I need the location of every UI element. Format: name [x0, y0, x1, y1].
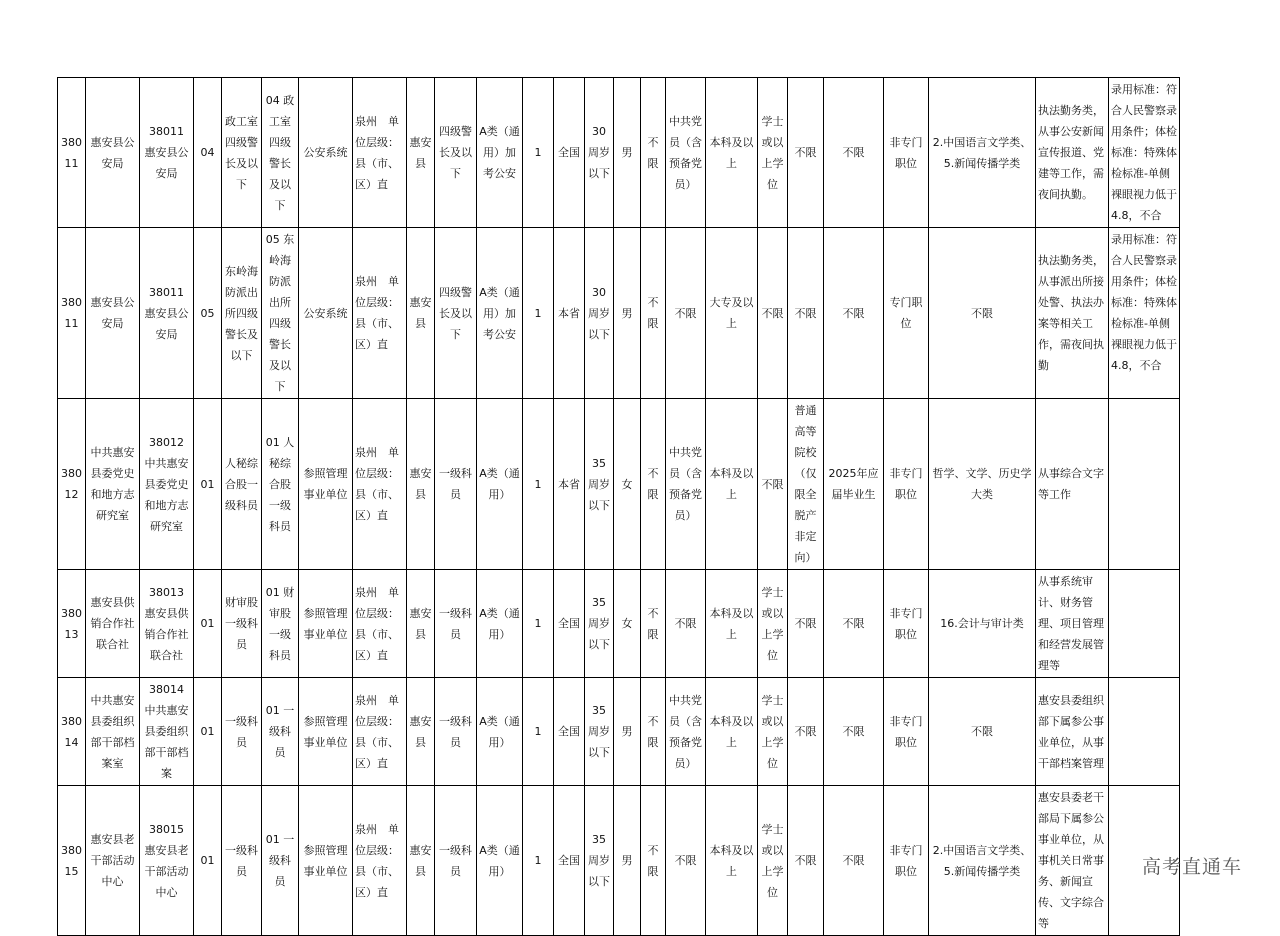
cell-major: 不限 [929, 228, 1036, 399]
cell-hiring-scope: 全国 [554, 78, 585, 228]
cell-degree: 学士或以上学位 [758, 78, 788, 228]
cell-exam-category: A类（通用） [477, 786, 523, 936]
cell-candidate-type: 不限 [824, 228, 884, 399]
cell-candidate-type: 不限 [824, 570, 884, 678]
cell-candidate-type: 不限 [824, 786, 884, 936]
cell-organization-type: 参照管理事业单位 [299, 678, 353, 786]
cell-employer-name: 惠安县公安局 [86, 78, 140, 228]
cell-position-number: 01 [194, 570, 222, 678]
cell-age-limit: 35周岁以下 [585, 399, 614, 570]
cell-position-number-name: 01 一级科员 [262, 678, 299, 786]
cell-education: 本科及以上 [706, 570, 758, 678]
cell-unit-level: 泉州 单位层级：县（市、区）直 [353, 678, 407, 786]
cell-position-number-name: 04 政工室四级警长及以下 [262, 78, 299, 228]
cell-unit-level: 泉州 单位层级：县（市、区）直 [353, 228, 407, 399]
cell-job-description: 惠安县委老干部局下属参公事业单位，从事机关日常事务、新闻宣传、文字综合等 [1036, 786, 1109, 936]
cell-hiring-scope: 全国 [554, 678, 585, 786]
cell-employer-code-name: 38011 惠安县公安局 [140, 78, 194, 228]
cell-degree: 学士或以上学位 [758, 570, 788, 678]
cell-rank: 一级科员 [435, 786, 477, 936]
cell-position-code: 38012 [58, 399, 86, 570]
cell-employer-code-name: 38013 惠安县供销合作社联合社 [140, 570, 194, 678]
cell-school-type: 不限 [788, 78, 824, 228]
cell-remarks [1109, 678, 1180, 786]
cell-service-years: 不限 [641, 78, 666, 228]
cell-major: 不限 [929, 678, 1036, 786]
cell-position-number-name: 01 人秘综合股一级科员 [262, 399, 299, 570]
cell-education: 大专及以上 [706, 228, 758, 399]
cell-position-number: 01 [194, 399, 222, 570]
cell-age-limit: 35周岁以下 [585, 570, 614, 678]
cell-headcount: 1 [523, 228, 554, 399]
cell-position-kind: 非专门职位 [884, 399, 929, 570]
cell-degree: 学士或以上学位 [758, 786, 788, 936]
cell-political-status: 不限 [666, 228, 706, 399]
cell-major: 2.中国语言文学类、5.新闻传播学类 [929, 786, 1036, 936]
cell-organization-type: 公安系统 [299, 78, 353, 228]
cell-candidate-type: 不限 [824, 678, 884, 786]
cell-position-code: 38014 [58, 678, 86, 786]
cell-hiring-scope: 本省 [554, 228, 585, 399]
cell-position-name: 一级科员 [222, 786, 262, 936]
cell-exam-category: A类（通用） [477, 399, 523, 570]
cell-school-type: 不限 [788, 570, 824, 678]
cell-age-limit: 35周岁以下 [585, 678, 614, 786]
cell-location: 惠安县 [407, 786, 435, 936]
cell-position-number-name: 05 东岭海防派出所四级警长及以下 [262, 228, 299, 399]
cell-employer-code-name: 38011 惠安县公安局 [140, 228, 194, 399]
position-table [57, 77, 1180, 936]
cell-position-number-name: 01 一级科员 [262, 786, 299, 936]
cell-employer-name: 惠安县公安局 [86, 228, 140, 399]
table-row [58, 786, 1180, 936]
cell-position-name: 财审股一级科员 [222, 570, 262, 678]
cell-age-limit: 30周岁以下 [585, 228, 614, 399]
cell-exam-category: A类（通用） [477, 678, 523, 786]
cell-organization-type: 参照管理事业单位 [299, 570, 353, 678]
cell-employer-name: 惠安县老干部活动中心 [86, 786, 140, 936]
cell-school-type: 不限 [788, 786, 824, 936]
cell-position-kind: 专门职位 [884, 228, 929, 399]
cell-service-years: 不限 [641, 678, 666, 786]
cell-job-description: 执法勤务类，从事派出所接处警、执法办案等相关工作，需夜间执勤 [1036, 228, 1109, 399]
table-row [58, 78, 1180, 228]
cell-employer-code-name: 38012 中共惠安县委党史和地方志研究室 [140, 399, 194, 570]
cell-gender: 男 [614, 678, 641, 786]
cell-headcount: 1 [523, 570, 554, 678]
cell-remarks: 录用标准：符合人民警察录用条件；体检标准：特殊体检标准-单侧裸眼视力低于4.8，不合 [1109, 78, 1180, 228]
cell-service-years: 不限 [641, 399, 666, 570]
cell-position-code: 38011 [58, 78, 86, 228]
cell-service-years: 不限 [641, 786, 666, 936]
cell-gender: 男 [614, 228, 641, 399]
cell-degree: 不限 [758, 228, 788, 399]
cell-major: 2.中国语言文学类、5.新闻传播学类 [929, 78, 1036, 228]
cell-candidate-type: 2025年应届毕业生 [824, 399, 884, 570]
cell-school-type: 普通高等院校（仅限全脱产非定向） [788, 399, 824, 570]
cell-location: 惠安县 [407, 570, 435, 678]
cell-political-status: 不限 [666, 786, 706, 936]
cell-job-description: 从事系统审计、财务管理、项目管理和经营发展管理等 [1036, 570, 1109, 678]
cell-political-status: 中共党员（含预备党员） [666, 399, 706, 570]
cell-unit-level: 泉州 单位层级：县（市、区）直 [353, 78, 407, 228]
cell-position-kind: 非专门职位 [884, 786, 929, 936]
table-row [58, 399, 1180, 570]
cell-organization-type: 参照管理事业单位 [299, 786, 353, 936]
cell-school-type: 不限 [788, 228, 824, 399]
cell-gender: 男 [614, 786, 641, 936]
cell-organization-type: 公安系统 [299, 228, 353, 399]
cell-unit-level: 泉州 单位层级：县（市、区）直 [353, 786, 407, 936]
cell-hiring-scope: 全国 [554, 570, 585, 678]
cell-major: 16.会计与审计类 [929, 570, 1036, 678]
cell-rank: 一级科员 [435, 570, 477, 678]
cell-service-years: 不限 [641, 228, 666, 399]
cell-position-number: 01 [194, 678, 222, 786]
cell-degree: 不限 [758, 399, 788, 570]
cell-rank: 一级科员 [435, 678, 477, 786]
cell-position-number: 01 [194, 786, 222, 936]
cell-position-number: 04 [194, 78, 222, 228]
cell-employer-code-name: 38015 惠安县老干部活动中心 [140, 786, 194, 936]
cell-position-code: 38015 [58, 786, 86, 936]
cell-headcount: 1 [523, 78, 554, 228]
cell-position-name: 一级科员 [222, 678, 262, 786]
table-row [58, 678, 1180, 786]
cell-employer-code-name: 38014 中共惠安县委组织部干部档案 [140, 678, 194, 786]
cell-exam-category: A类（通用）加考公安 [477, 228, 523, 399]
cell-headcount: 1 [523, 678, 554, 786]
cell-hiring-scope: 本省 [554, 399, 585, 570]
cell-education: 本科及以上 [706, 399, 758, 570]
cell-position-code: 38013 [58, 570, 86, 678]
cell-unit-level: 泉州 单位层级：县（市、区）直 [353, 399, 407, 570]
cell-job-description: 执法勤务类，从事公安新闻宣传报道、党建等工作，需夜间执勤。 [1036, 78, 1109, 228]
cell-degree: 学士或以上学位 [758, 678, 788, 786]
cell-rank: 一级科员 [435, 399, 477, 570]
cell-position-number-name: 01 财审股一级科员 [262, 570, 299, 678]
cell-headcount: 1 [523, 786, 554, 936]
cell-education: 本科及以上 [706, 678, 758, 786]
cell-political-status: 中共党员（含预备党员） [666, 678, 706, 786]
cell-location: 惠安县 [407, 78, 435, 228]
cell-exam-category: A类（通用） [477, 570, 523, 678]
cell-headcount: 1 [523, 399, 554, 570]
cell-remarks: 录用标准：符合人民警察录用条件；体检标准：特殊体检标准-单侧裸眼视力低于4.8，不合 [1109, 228, 1180, 399]
cell-education: 本科及以上 [706, 78, 758, 228]
cell-service-years: 不限 [641, 570, 666, 678]
cell-employer-name: 中共惠安县委党史和地方志研究室 [86, 399, 140, 570]
cell-gender: 女 [614, 570, 641, 678]
cell-location: 惠安县 [407, 399, 435, 570]
cell-position-name: 人秘综合股一级科员 [222, 399, 262, 570]
cell-hiring-scope: 全国 [554, 786, 585, 936]
watermark-logo: 高考直通车 [1142, 856, 1243, 878]
table-row [58, 228, 1180, 399]
cell-employer-name: 中共惠安县委组织部干部档案室 [86, 678, 140, 786]
cell-political-status: 不限 [666, 570, 706, 678]
cell-position-number: 05 [194, 228, 222, 399]
cell-job-description: 从事综合文字等工作 [1036, 399, 1109, 570]
cell-job-description: 惠安县委组织部下属参公事业单位，从事干部档案管理 [1036, 678, 1109, 786]
cell-age-limit: 30周岁以下 [585, 78, 614, 228]
cell-location: 惠安县 [407, 228, 435, 399]
cell-gender: 女 [614, 399, 641, 570]
table-row [58, 570, 1180, 678]
cell-position-name: 东岭海防派出所四级警长及以下 [222, 228, 262, 399]
cell-position-kind: 非专门职位 [884, 570, 929, 678]
cell-political-status: 中共党员（含预备党员） [666, 78, 706, 228]
cell-rank: 四级警长及以下 [435, 78, 477, 228]
cell-rank: 四级警长及以下 [435, 228, 477, 399]
cell-candidate-type: 不限 [824, 78, 884, 228]
cell-unit-level: 泉州 单位层级：县（市、区）直 [353, 570, 407, 678]
cell-major: 哲学、文学、历史学大类 [929, 399, 1036, 570]
cell-remarks [1109, 570, 1180, 678]
cell-position-name: 政工室四级警长及以下 [222, 78, 262, 228]
cell-age-limit: 35周岁以下 [585, 786, 614, 936]
cell-organization-type: 参照管理事业单位 [299, 399, 353, 570]
cell-position-kind: 非专门职位 [884, 678, 929, 786]
cell-employer-name: 惠安县供销合作社联合社 [86, 570, 140, 678]
cell-position-kind: 非专门职位 [884, 78, 929, 228]
cell-education: 本科及以上 [706, 786, 758, 936]
cell-position-code: 38011 [58, 228, 86, 399]
cell-exam-category: A类（通用）加考公安 [477, 78, 523, 228]
cell-remarks [1109, 399, 1180, 570]
cell-gender: 男 [614, 78, 641, 228]
cell-school-type: 不限 [788, 678, 824, 786]
cell-location: 惠安县 [407, 678, 435, 786]
